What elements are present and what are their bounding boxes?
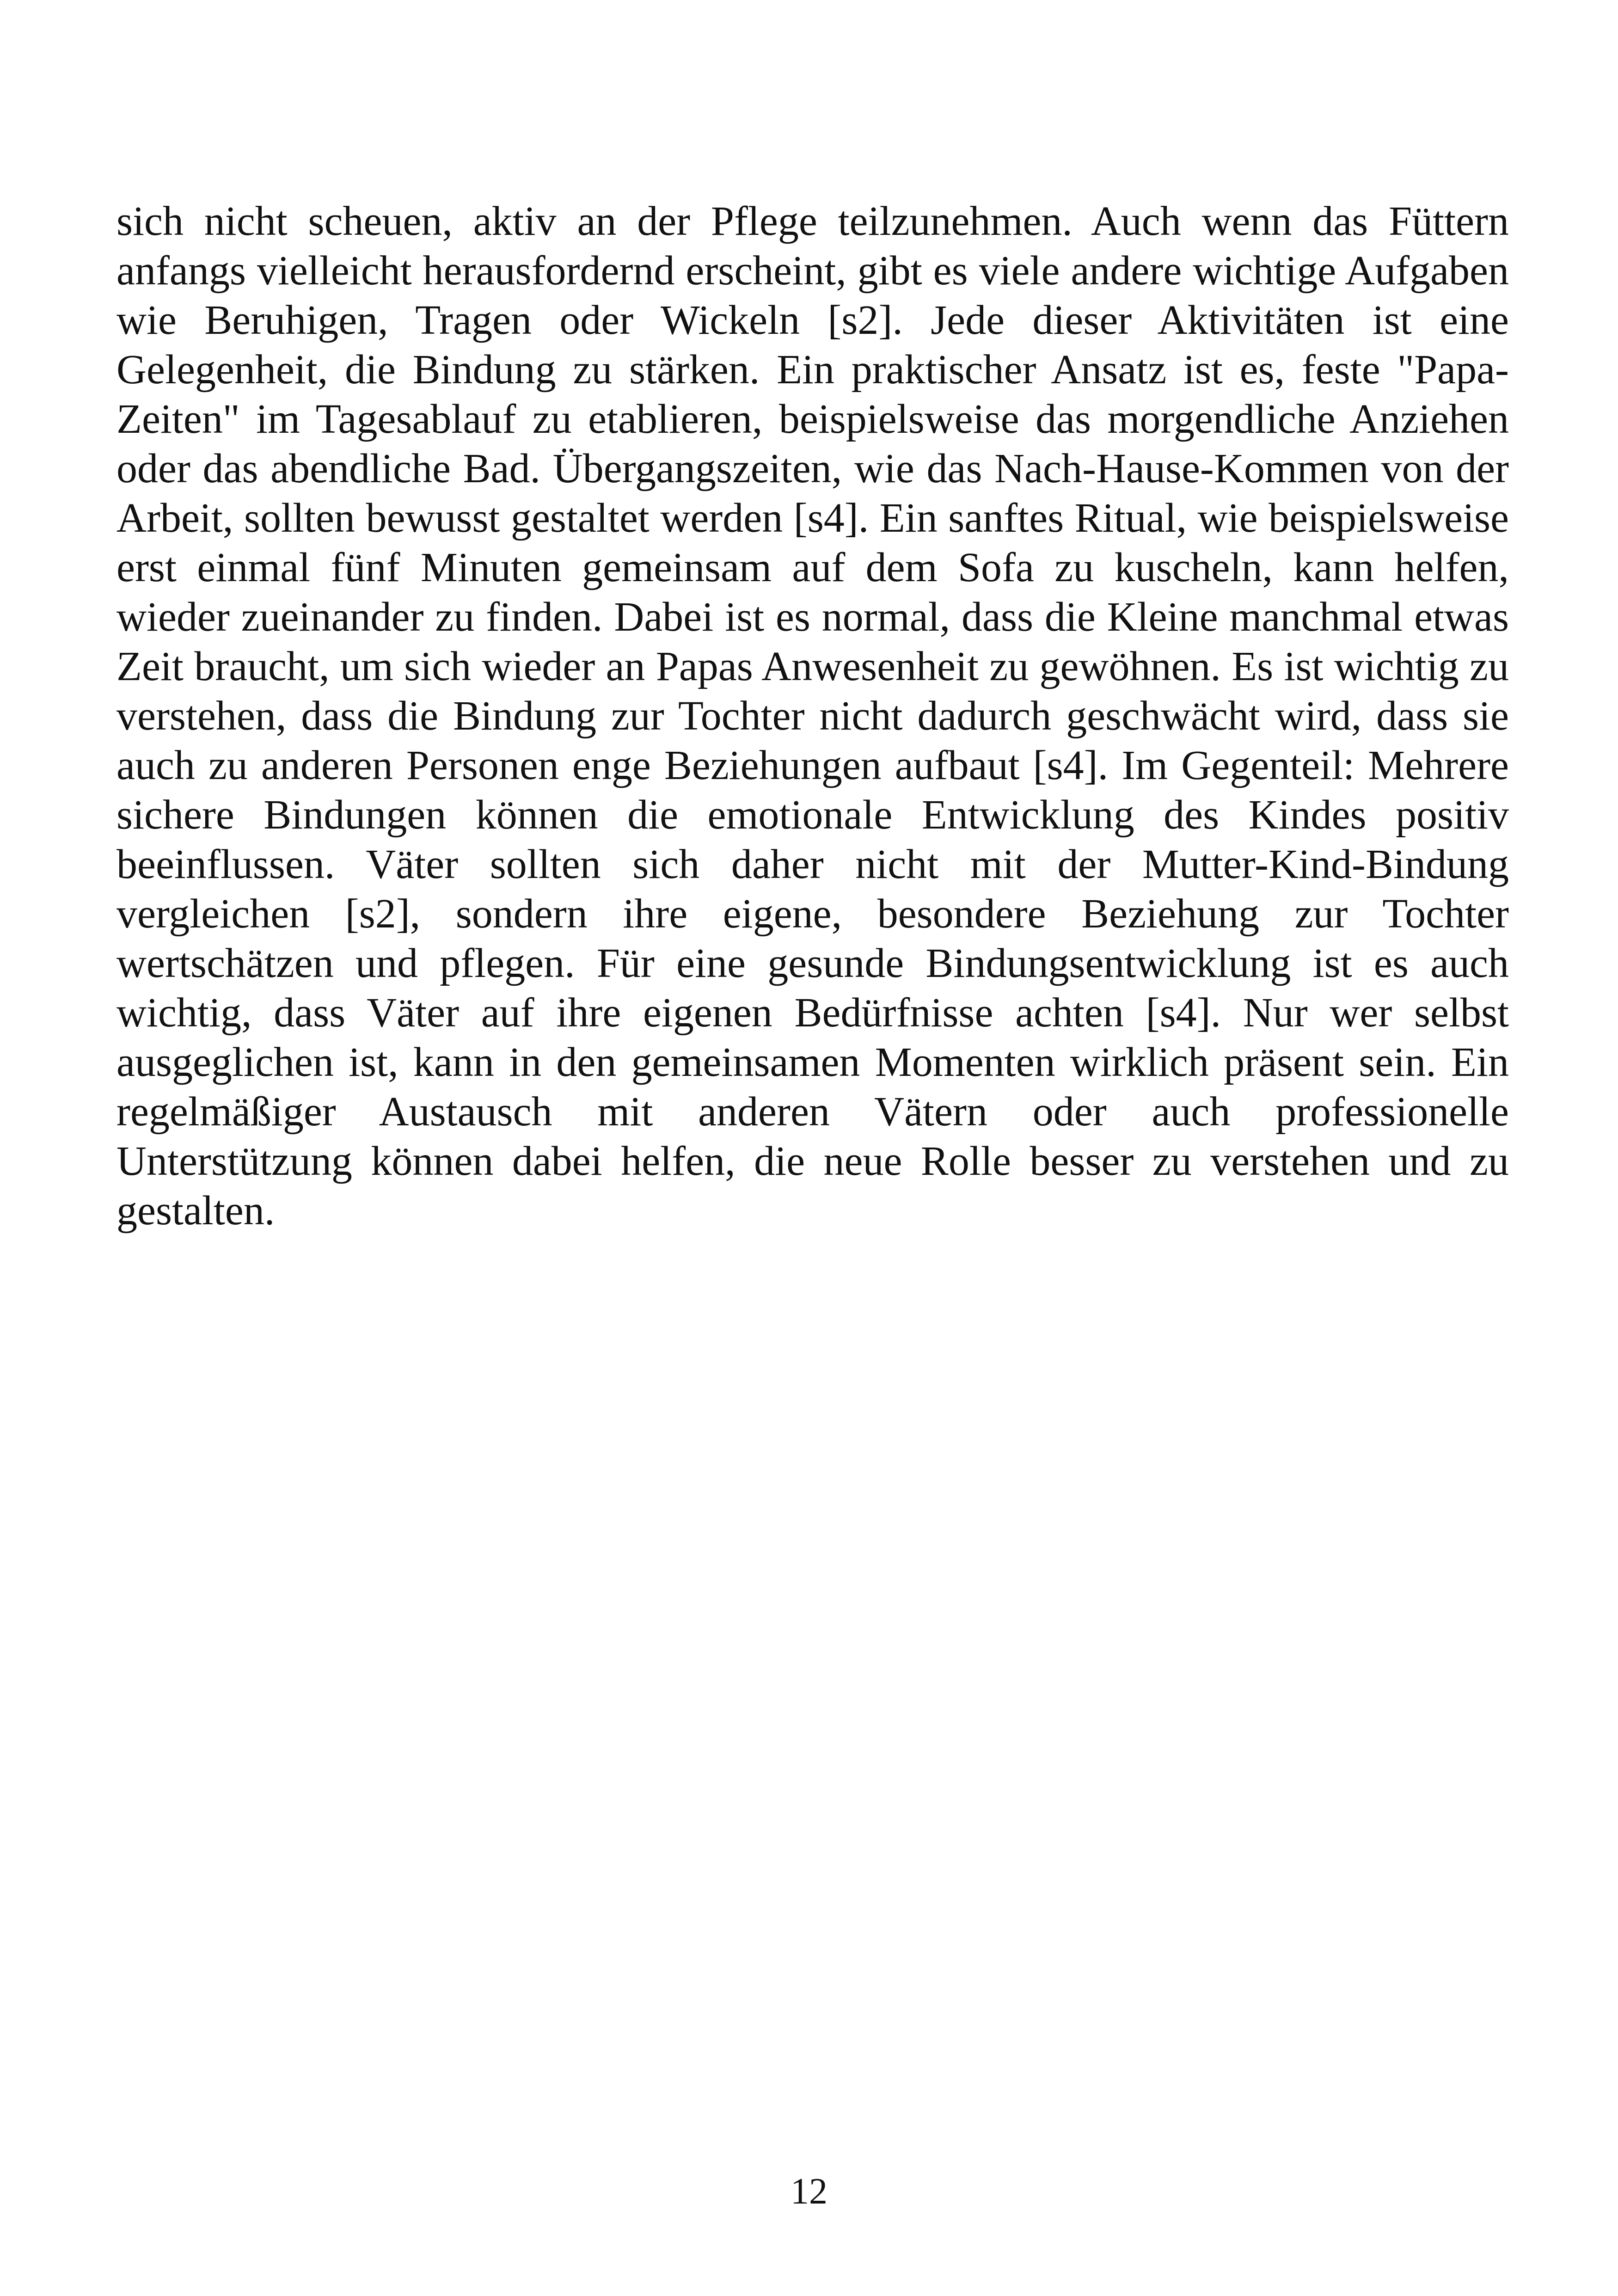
body-paragraph: sich nicht scheuen, aktiv an der Pflege teilzunehmen. Auch wenn das Füttern anfangs vielleicht herausfordernd erscheint, gibt es viele andere wichtige Aufgaben wie Beruhigen, Tragen oder Wickeln [s2]. Jede dieser Aktivitäten ist eine Gelegenheit, die Bindung zu stärken. Ein praktischer Ansatz ist es, feste "Papa-Zeiten" im Tagesablauf zu etablieren, beispielsweise das morgendliche Anziehen oder das abendliche Bad. Übergangszeiten, wie das Nach-Hause-Kommen von der Arbeit, sollten bewusst gestaltet werden [s4]. Ein sanftes Ritual, wie beispielsweise erst einmal fünf Minuten gemeinsam auf dem Sofa zu kuscheln, kann helfen, wieder zueinander zu finden. Dabei ist es normal, dass die Kleine manchmal etwas Zeit braucht, um sich wieder an Papas Anwesenheit zu gewöhnen. Es ist wichtig zu verstehen, dass die Bindung zur Tochter nicht dadurch geschwächt wird, dass sie auch zu anderen Personen enge Beziehungen aufbaut [s4]. Im Gegenteil: Mehrere sichere Bindungen können die emotionale Entwicklung des Kindes positiv beeinflussen. Väter sollten sich daher nicht mit der Mutter-Kind-Bindung vergleichen [s2], sondern ihre eigene, besondere Beziehung zur Tochter wertschätzen und pflegen. Für eine gesunde Bindungsentwicklung ist es auch wichtig, dass Väter auf ihre eigenen Bedürfnisse achten [s4]. Nur wer selbst ausgeglichen ist, kann in den gemeinsamen Momenten wirklich präsent sein. Ein regelmäßiger Austausch mit anderen Vätern oder auch professionelle Unterstützung können dabei helfen, die neue Rolle besser zu verstehen und zu gestalten. xyxy=(116,198,1509,1234)
page-number: 12 xyxy=(791,2171,827,2212)
